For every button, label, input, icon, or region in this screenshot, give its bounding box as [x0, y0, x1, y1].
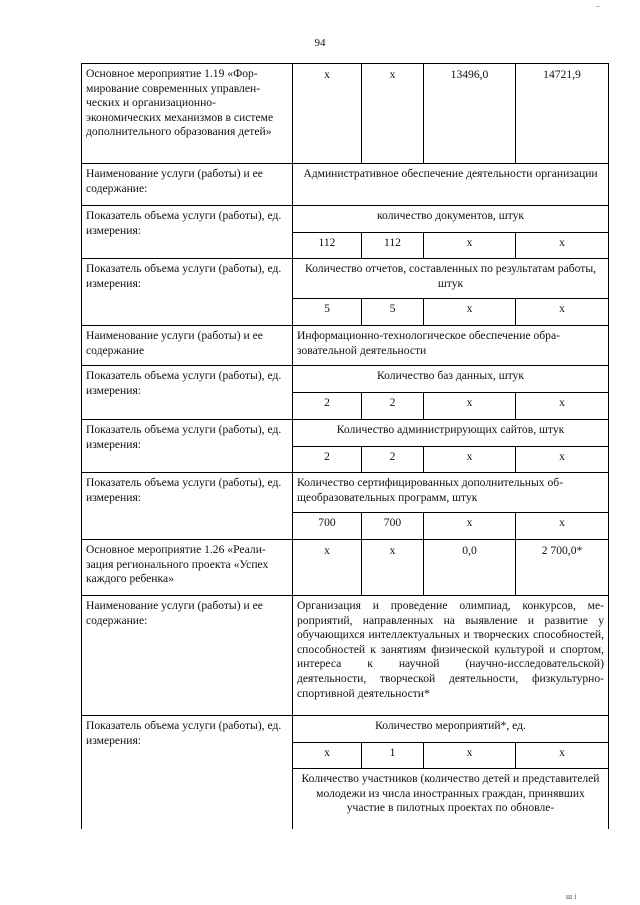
service-label: Наименование услуги (работы) и ее содержание — [82, 326, 293, 366]
value-cell: х — [362, 540, 424, 596]
value-cell: 700 — [293, 513, 362, 540]
table-row — [82, 206, 609, 233]
value-cell: 112 — [293, 233, 362, 259]
value-cell: х — [516, 299, 609, 326]
bottom-mark: ш і — [566, 892, 577, 901]
value-cell: х — [424, 299, 516, 326]
indicator-label: Показатель объема услуги (работы), ед. измерения: — [82, 259, 293, 326]
value-cell: 5 — [362, 299, 424, 326]
value-cell: 2 — [293, 447, 362, 473]
value-cell: 112 — [362, 233, 424, 259]
table-row — [82, 473, 609, 513]
indicator-label: Показатель объема услуги (работы), ед. измерения: — [82, 473, 293, 540]
value-cell: х — [293, 540, 362, 596]
service-content: Организация и проведение олимпиад, конкурсов, мероприятий, направленных на выявление и развитие у обучающихся интеллектуальных и творческих способностей, способностей к занятиям физической культурой и спортом, интереса к научной (научно-исследовательской) деятельности, творческой деятельности, физкультурно-спортивной деятельности* — [293, 596, 609, 716]
table-row — [82, 259, 609, 299]
value-cell: 13496,0 — [424, 64, 516, 164]
value-cell: 14721,9 — [516, 64, 609, 164]
value-cell: х — [516, 393, 609, 420]
indicator-header: Количество сертифицированных дополнительных общеобразовательных программ, штук — [293, 473, 609, 513]
value-cell: х — [293, 743, 362, 769]
indicator-header: Количество отчетов, составленных по результатам работы, штук — [293, 259, 609, 299]
service-label: Наименование услуги (работы) и ее содержание: — [82, 596, 293, 716]
table-row — [82, 366, 609, 393]
value-cell: 2 — [362, 447, 424, 473]
value-cell: х — [424, 513, 516, 540]
indicator-label: Показатель объема услуги (работы), ед. измерения: — [82, 206, 293, 259]
value-cell: х — [424, 233, 516, 259]
indicator-label: Показатель объема услуги (работы), ед. измерения: — [82, 366, 293, 420]
indicator-header: Количество баз данных, штук — [293, 366, 609, 393]
activity-label: Основное мероприятие 1.19 «Формирование современных управленческих и организационно-экономических механизмов в системе дополнительного образования детей» — [82, 64, 293, 164]
indicator-header: Количество администрирующих сайтов, штук — [293, 420, 609, 447]
service-content: Информационно-технологическое обеспечение образовательной деятельности — [293, 326, 609, 366]
value-cell: х — [424, 393, 516, 420]
value-cell: х — [424, 743, 516, 769]
value-cell: х — [362, 64, 424, 164]
activity-label: Основное мероприятие 1.26 «Реализация регионального проекта «Успех каждого ребенка» — [82, 540, 293, 596]
value-cell: х — [293, 64, 362, 164]
value-cell: 2 — [293, 393, 362, 420]
indicator-label: Показатель объема услуги (работы), ед. измерения: — [82, 420, 293, 473]
value-cell: х — [516, 447, 609, 473]
value-cell: х — [516, 513, 609, 540]
value-cell: 2 — [362, 393, 424, 420]
value-cell: 0,0 — [424, 540, 516, 596]
value-cell: 1 — [362, 743, 424, 769]
value-cell: х — [516, 233, 609, 259]
program-table — [81, 63, 609, 829]
table-row — [82, 420, 609, 447]
table-row — [82, 164, 609, 206]
indicator-header: Количество участников (количество детей и представителей молодежи из числа иностранных граждан, принявших участие в пилотных проектах по обновле- — [293, 769, 609, 829]
table-row — [82, 64, 609, 164]
value-cell: х — [424, 447, 516, 473]
table-row — [82, 326, 609, 366]
service-content: Административное обеспечение деятельности организации — [293, 164, 609, 206]
service-label: Наименование услуги (работы) и ее содержание: — [82, 164, 293, 206]
value-cell: х — [516, 743, 609, 769]
corner-mark: .. — [596, 0, 600, 9]
table-row — [82, 596, 609, 716]
page-number: 94 — [314, 37, 326, 49]
table-row — [82, 716, 609, 743]
indicator-label: Показатель объема услуги (работы), ед. измерения: — [82, 716, 293, 829]
value-cell: 700 — [362, 513, 424, 540]
value-cell: 2 700,0* — [516, 540, 609, 596]
table-row — [82, 540, 609, 596]
indicator-header: Количество мероприятий*, ед. — [293, 716, 609, 743]
indicator-header: количество документов, штук — [293, 206, 609, 233]
value-cell: 5 — [293, 299, 362, 326]
